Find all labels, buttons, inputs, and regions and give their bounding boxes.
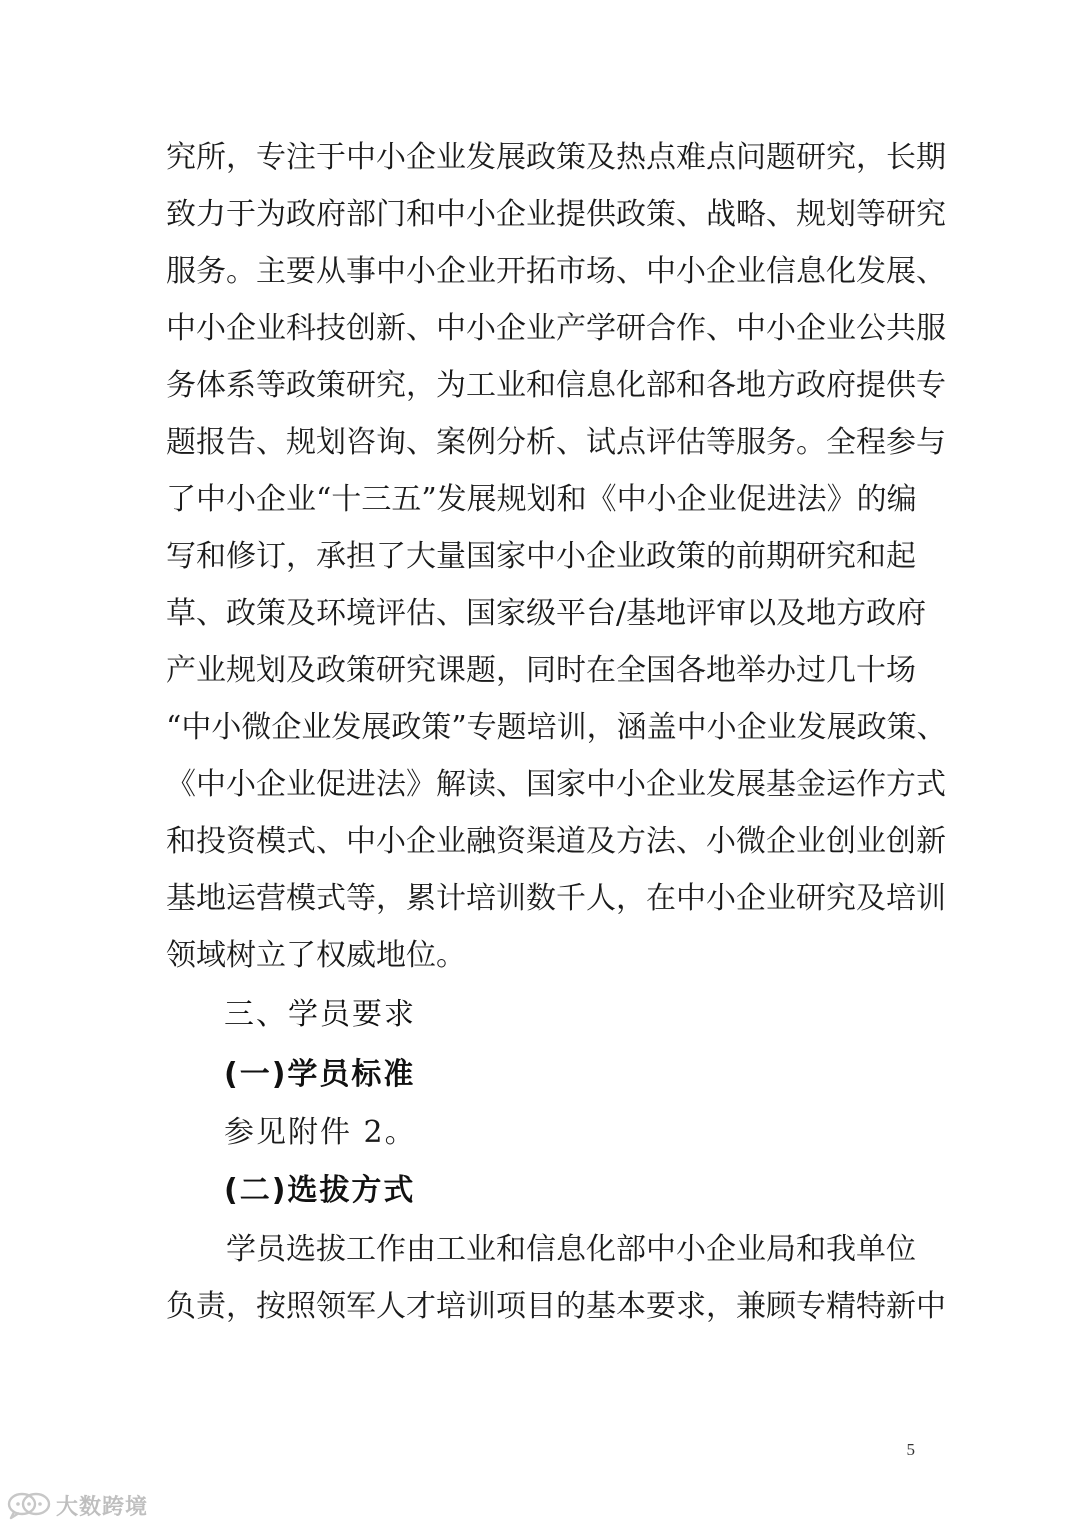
body-line: 究所，专注于中小企业发展政策及热点难点问题研究，长期 — [166, 140, 946, 175]
subsection-heading-2: (二)选拔方式 — [224, 1173, 416, 1208]
chat-bubble-logo-icon — [6, 1490, 52, 1520]
body-line: 题报告、规划咨询、案例分析、试点评估等服务。全程参与 — [166, 425, 946, 460]
body-line: 务体系等政策研究，为工业和信息化部和各地方政府提供专 — [166, 368, 946, 403]
page-number: 5 — [906, 1440, 915, 1459]
body-line: 负责，按照领军人才培训项目的基本要求，兼顾专精特新中 — [166, 1289, 946, 1324]
watermark — [6, 1488, 148, 1522]
body-line: 草、政策及环境评估、国家级平台/基地评审以及地方政府 — [166, 596, 927, 631]
body-line: 中小企业科技创新、中小企业产学研合作、中小企业公共服 — [166, 311, 946, 346]
body-line: 《中小企业促进法》解读、国家中小企业发展基金运作方式 — [166, 767, 946, 802]
body-line: 服务。主要从事中小企业开拓市场、中小企业信息化发展、 — [166, 254, 946, 289]
body-line: 致力于为政府部门和中小企业提供政策、战略、规划等研究 — [166, 197, 946, 232]
body-line: 基地运营模式等，累计培训数千人，在中小企业研究及培训 — [166, 881, 946, 916]
body-line: 产业规划及政策研究课题，同时在全国各地举办过几十场 — [166, 653, 916, 688]
body-line: 领域树立了权威地位。 — [166, 938, 466, 973]
body-line: “中小微企业发展政策”专题培训，涵盖中小企业发展政策、 — [166, 710, 947, 745]
body-line: 写和修订，承担了大量国家中小企业政策的前期研究和起 — [166, 539, 916, 574]
subsection-heading-1: (一)学员标准 — [224, 1057, 416, 1092]
body-line: 和投资模式、中小企业融资渠道及方法、小微企业创业创新 — [166, 824, 946, 859]
body-line: 了中小企业“十三五”发展规划和《中小企业促进法》的编 — [166, 482, 917, 517]
watermark-text: 大数跨境 — [56, 1494, 149, 1520]
body-line: 学员选拔工作由工业和信息化部中小企业局和我单位 — [226, 1232, 916, 1267]
section-heading: 三、学员要求 — [224, 997, 416, 1032]
subsection-text-1: 参见附件 2。 — [224, 1115, 417, 1150]
